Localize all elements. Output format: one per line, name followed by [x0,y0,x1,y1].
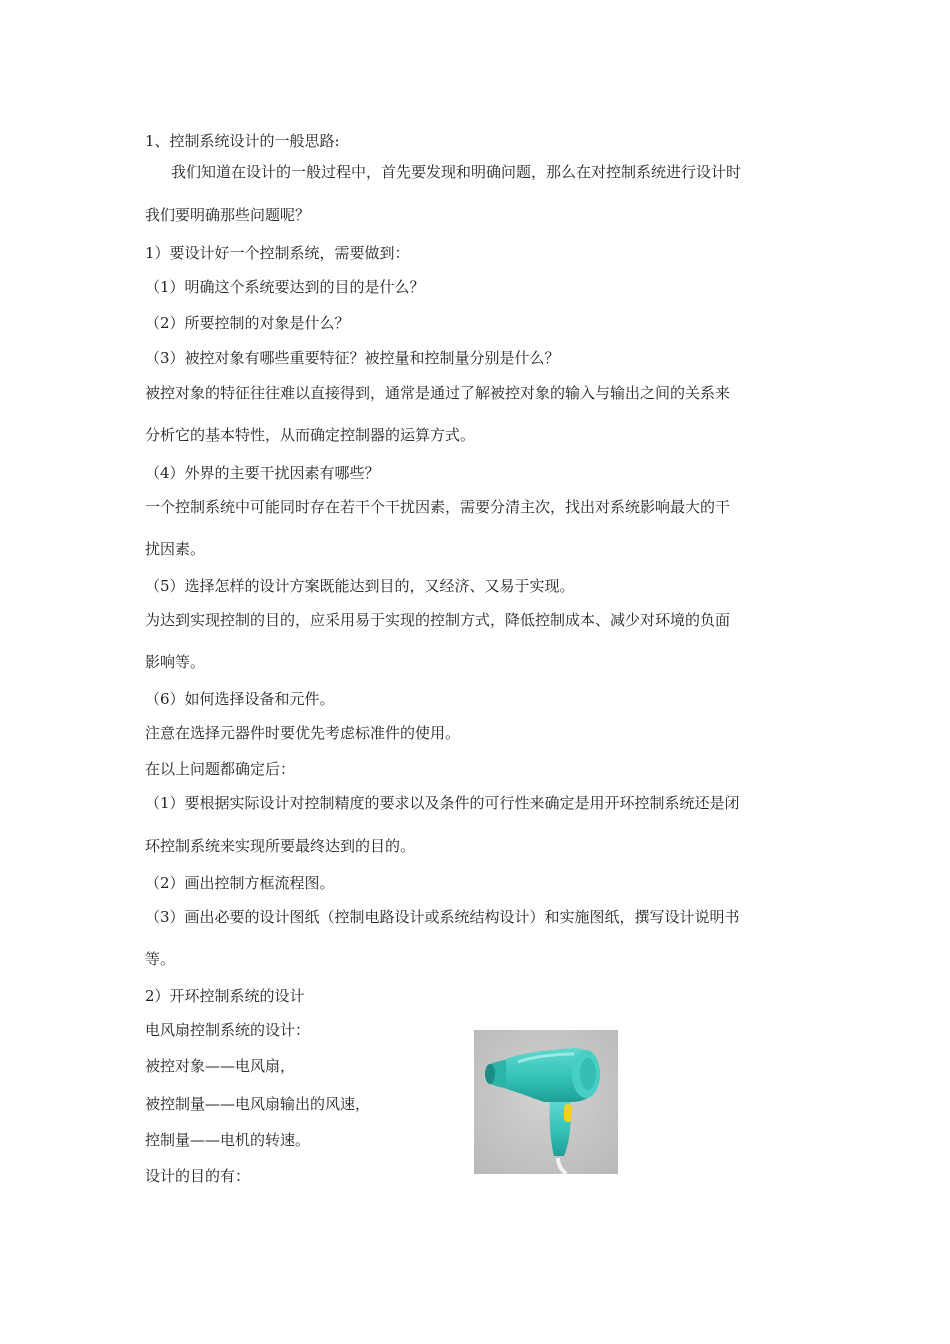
paragraph-line: 控制量——电机的转速。 [145,1131,311,1149]
paragraph-line: 一个控制系统中可能同时存在若干个干扰因素，需要分清主次，找出对系统影响最大的干 [145,498,731,516]
subheading-1: 1）要设计好一个控制系统，需要做到： [145,244,410,262]
paragraph-line: 影响等。 [145,653,206,671]
paragraph-line: 等。 [145,950,176,968]
list-item: （1）明确这个系统要达到的目的是什么？ [145,278,425,296]
paragraph-line: 电风扇控制系统的设计： [145,1021,311,1039]
subheading-2: 2）开环控制系统的设计 [145,987,305,1005]
paragraph-line: 在以上问题都确定后： [145,760,296,778]
list-item: （4）外界的主要干扰因素有哪些？ [145,464,380,482]
paragraph-line: 被控制量——电风扇输出的风速， [145,1095,371,1113]
list-item: （3）画出必要的设计图纸（控制电路设计或系统结构设计）和实施图纸，撰写设计说明书 [145,908,740,926]
section-heading-1: 1、控制系统设计的一般思路: [145,132,340,150]
list-item: （1）要根据实际设计对控制精度的要求以及条件的可行性来确定是用开环控制系统还是闭 [145,794,740,812]
paragraph-line: 我们知道在设计的一般过程中，首先要发现和明确问题，那么在对控制系统进行设计时 [171,163,742,181]
list-item: （2）所要控制的对象是什么？ [145,314,350,332]
list-item: （5）选择怎样的设计方案既能达到目的，又经济、又易于实现。 [145,577,575,595]
paragraph-line: 被控对象——电风扇， [145,1057,296,1075]
hair-dryer-photo [474,1030,618,1174]
paragraph-line: 分析它的基本特性，从而确定控制器的运算方式。 [145,426,476,444]
paragraph-line: 被控对象的特征往往难以直接得到，通常是通过了解被控对象的输入与输出之间的关系来 [145,384,731,402]
list-item: （6）如何选择设备和元件。 [145,690,335,708]
paragraph-line: 注意在选择元器件时要优先考虑标准件的使用。 [145,724,461,742]
paragraph-line: 设计的目的有： [145,1167,251,1185]
list-item: （3）被控对象有哪些重要特征？被控量和控制量分别是什么？ [145,349,560,367]
list-item: （2）画出控制方框流程图。 [145,874,335,892]
hair-dryer-icon [474,1030,618,1174]
paragraph-line: 我们要明确那些问题呢？ [145,206,311,224]
paragraph-line: 扰因素。 [145,540,206,558]
paragraph-line: 为达到实现控制的目的，应采用易于实现的控制方式，降低控制成本、减少对环境的负面 [145,611,731,629]
paragraph-line: 环控制系统来实现所要最终达到的目的。 [145,837,416,855]
